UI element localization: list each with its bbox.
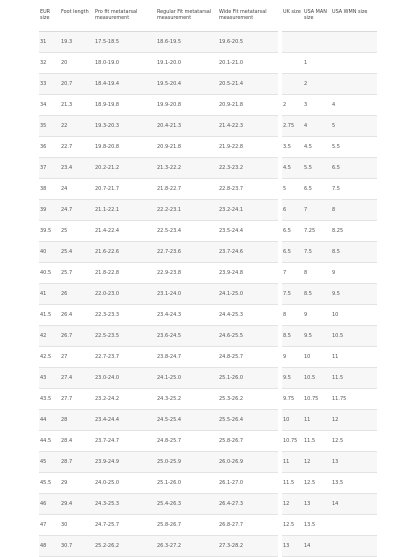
table-cell: 7 [303, 200, 331, 221]
table-cell: 12 [282, 494, 303, 515]
table-cell [331, 74, 377, 95]
table-cell: 31 [39, 32, 60, 53]
table-cell: 22.3-23.2 [218, 158, 278, 179]
table-row [282, 242, 377, 263]
table-cell: 22.3-23.3 [94, 305, 156, 326]
table-row [39, 473, 278, 494]
table-cell: 38 [39, 179, 60, 200]
table-row [282, 536, 377, 557]
table-row [39, 515, 278, 536]
table-cell: 44 [39, 410, 60, 431]
table-cell: 22.8-23.7 [218, 179, 278, 200]
table-cell: 3.5 [282, 137, 303, 158]
table-cell: 24.8-25.7 [156, 431, 218, 452]
table-cell: 13 [282, 536, 303, 557]
table-cell: 39.5 [39, 221, 60, 242]
table-cell: 8.5 [282, 326, 303, 347]
table-cell: 24.6-25.5 [218, 326, 278, 347]
table-row [282, 32, 377, 53]
table-cell: 21.6-22.6 [94, 242, 156, 263]
table-cell: 12.5 [282, 515, 303, 536]
table-row [39, 305, 278, 326]
table-cell: 26.8-27.7 [218, 515, 278, 536]
table-cell: 8.25 [331, 221, 377, 242]
table-cell: 24.0-25.0 [94, 473, 156, 494]
table-cell: 8.5 [303, 284, 331, 305]
table-row [39, 347, 278, 368]
table-cell: 25 [60, 221, 94, 242]
table-row [282, 452, 377, 473]
table-cell: 23.2-24.1 [218, 200, 278, 221]
table-cell: 10.5 [331, 326, 377, 347]
table-cell: 18.4-19.4 [94, 74, 156, 95]
table-cell: 25.4-26.3 [156, 494, 218, 515]
table-cell [331, 515, 377, 536]
table-cell: 5 [282, 179, 303, 200]
table-row [39, 431, 278, 452]
table-cell: 12.5 [303, 473, 331, 494]
table-cell: 9 [282, 347, 303, 368]
table-cell: 22.5-23.4 [156, 221, 218, 242]
table-row [282, 515, 377, 536]
table-cell: 26.4-27.3 [218, 494, 278, 515]
table-cell: 17.5-18.5 [94, 32, 156, 53]
uk-us-size-table [282, 5, 377, 557]
table-cell: 26.4 [60, 305, 94, 326]
column-header-label: EUR size [40, 9, 51, 21]
table-cell: 20.7 [60, 74, 94, 95]
table-cell: 9.75 [282, 389, 303, 410]
table-cell: 21.4-22.3 [218, 116, 278, 137]
table-cell: 22.7 [60, 137, 94, 158]
table-cell: 6.5 [282, 242, 303, 263]
table-cell: 46 [39, 494, 60, 515]
table-cell: 39 [39, 200, 60, 221]
table-cell: 11.5 [282, 473, 303, 494]
table-cell: 41.5 [39, 305, 60, 326]
table-cell: 18.0-19.0 [94, 53, 156, 74]
table-cell: 25.3-26.2 [218, 389, 278, 410]
table-row [282, 200, 377, 221]
table-cell: 20 [60, 53, 94, 74]
table-cell: 14 [303, 536, 331, 557]
table-cell: 42 [39, 326, 60, 347]
table-cell: 28 [60, 410, 94, 431]
table-cell: 8 [282, 305, 303, 326]
table-cell: 10 [282, 410, 303, 431]
table-row [39, 179, 278, 200]
table-cell: 27.7 [60, 389, 94, 410]
table-cell: 10.75 [282, 431, 303, 452]
table-cell: 20.1-21.0 [218, 53, 278, 74]
table-cell: 20.9-21.8 [156, 137, 218, 158]
table-cell: 20.2-21.2 [94, 158, 156, 179]
table-cell: 11 [303, 410, 331, 431]
table-cell: 36 [39, 137, 60, 158]
table-cell: 22.5-23.5 [94, 326, 156, 347]
table-row [282, 158, 377, 179]
table-cell: 22.7-23.7 [94, 347, 156, 368]
table-cell: 43.5 [39, 389, 60, 410]
table-cell: 1 [303, 53, 331, 74]
table-cell: 25.4 [60, 242, 94, 263]
table-cell: 5.5 [303, 158, 331, 179]
table-cell: 26.7 [60, 326, 94, 347]
table-cell: 7.5 [331, 179, 377, 200]
table-row [282, 326, 377, 347]
column-header [60, 5, 94, 32]
table-cell: 30.7 [60, 536, 94, 557]
table-cell: 45.5 [39, 473, 60, 494]
table-cell: 22.2-23.1 [156, 200, 218, 221]
table-cell: 25.8-26.7 [156, 515, 218, 536]
table-cell: 13 [331, 452, 377, 473]
table-cell: 20.7-21.7 [94, 179, 156, 200]
table-row [282, 431, 377, 452]
table-cell: 8 [331, 200, 377, 221]
table-cell: 27.4 [60, 368, 94, 389]
table-cell: 26.0-26.9 [218, 452, 278, 473]
table-row [282, 53, 377, 74]
table-row [282, 305, 377, 326]
table-cell: 24.5-25.4 [156, 410, 218, 431]
table-cell: 20.4-21.3 [156, 116, 218, 137]
uk-us-size-header [282, 5, 377, 32]
table-cell: 23.7-24.7 [94, 431, 156, 452]
table-cell: 32 [39, 53, 60, 74]
table-cell: 21.3 [60, 95, 94, 116]
table-cell: 18.6-19.5 [156, 32, 218, 53]
table-cell: 48 [39, 536, 60, 557]
table-cell: 23.4-24.3 [156, 305, 218, 326]
table-cell: 7.5 [303, 242, 331, 263]
table-cell: 21.9-22.8 [218, 137, 278, 158]
table-cell: 6.5 [303, 179, 331, 200]
table-cell: 19.1-20.0 [156, 53, 218, 74]
table-cell: 24.8-25.7 [218, 347, 278, 368]
table-cell: 10 [331, 305, 377, 326]
table-row [282, 389, 377, 410]
table-cell: 25.1-26.0 [156, 473, 218, 494]
table-cell: 9 [331, 263, 377, 284]
table-cell: 20.9-21.8 [218, 95, 278, 116]
column-header [218, 5, 278, 32]
table-cell: 23.6-24.5 [156, 326, 218, 347]
uk-us-size-body [282, 32, 377, 557]
table-row [282, 473, 377, 494]
table-cell: 4.5 [303, 137, 331, 158]
table-cell: 10 [303, 347, 331, 368]
table-cell: 7 [282, 263, 303, 284]
table-cell: 26.1-27.0 [218, 473, 278, 494]
table-row [39, 494, 278, 515]
table-row [39, 74, 278, 95]
table-cell: 12 [303, 452, 331, 473]
table-cell: 43 [39, 368, 60, 389]
table-cell: 24.7-25.7 [94, 515, 156, 536]
table-cell: 24 [60, 179, 94, 200]
table-cell: 10.75 [303, 389, 331, 410]
table-cell: 9.5 [303, 326, 331, 347]
table-cell: 40 [39, 242, 60, 263]
table-cell: 24.1-25.0 [156, 368, 218, 389]
table-row [39, 452, 278, 473]
table-cell: 23.4-24.4 [94, 410, 156, 431]
table-cell: 23.9-24.9 [94, 452, 156, 473]
table-cell: 24.3-25.3 [94, 494, 156, 515]
table-cell: 4 [303, 116, 331, 137]
table-cell: 24.7 [60, 200, 94, 221]
table-cell: 19.9-20.8 [156, 95, 218, 116]
table-cell [331, 536, 377, 557]
table-cell: 19.3 [60, 32, 94, 53]
table-cell: 19.5-20.4 [156, 74, 218, 95]
table-row [39, 221, 278, 242]
column-header [39, 5, 60, 32]
table-cell: 41 [39, 284, 60, 305]
table-row [282, 284, 377, 305]
table-row [39, 536, 278, 557]
table-cell [282, 53, 303, 74]
table-cell: 21.1-22.1 [94, 200, 156, 221]
table-cell: 22 [60, 116, 94, 137]
table-cell: 6 [282, 200, 303, 221]
table-row [39, 137, 278, 158]
table-cell: 34 [39, 95, 60, 116]
table-cell: 8.5 [331, 242, 377, 263]
table-cell: 21.4-22.4 [94, 221, 156, 242]
table-cell: 2 [282, 95, 303, 116]
table-cell: 6.5 [282, 221, 303, 242]
column-header-label: UK size [283, 9, 301, 15]
table-cell: 11 [282, 452, 303, 473]
column-header-label: Wide Fit metatarsal measurement [219, 9, 267, 21]
table-row [282, 95, 377, 116]
table-row [282, 221, 377, 242]
table-cell: 10.5 [303, 368, 331, 389]
table-row [39, 200, 278, 221]
table-row [39, 284, 278, 305]
table-cell: 14 [331, 494, 377, 515]
table-cell: 25.8-26.7 [218, 431, 278, 452]
table-cell: 19.6-20.5 [218, 32, 278, 53]
table-cell: 2 [303, 74, 331, 95]
table-cell: 9.5 [331, 284, 377, 305]
table-cell: 42.5 [39, 347, 60, 368]
table-cell: 28.4 [60, 431, 94, 452]
table-cell [303, 32, 331, 53]
table-cell: 25.0-25.9 [156, 452, 218, 473]
table-cell: 25.2-26.2 [94, 536, 156, 557]
table-cell: 23.2-24.2 [94, 389, 156, 410]
table-cell: 37 [39, 158, 60, 179]
table-cell: 5.5 [331, 137, 377, 158]
table-cell: 18.9-19.8 [94, 95, 156, 116]
table-cell: 24.3-25.2 [156, 389, 218, 410]
table-cell [331, 32, 377, 53]
table-cell: 25.1-26.0 [218, 368, 278, 389]
table-cell [331, 53, 377, 74]
table-cell: 29 [60, 473, 94, 494]
size-chart-table [39, 5, 278, 557]
table-row [39, 368, 278, 389]
table-cell: 11 [331, 347, 377, 368]
table-cell: 8 [303, 263, 331, 284]
table-cell: 45 [39, 452, 60, 473]
table-cell: 4.5 [282, 158, 303, 179]
column-header [303, 5, 331, 32]
table-cell [282, 74, 303, 95]
table-cell: 40.5 [39, 263, 60, 284]
table-cell: 23.1-24.0 [156, 284, 218, 305]
table-cell: 28.7 [60, 452, 94, 473]
column-header [94, 5, 156, 32]
table-cell: 25.5-26.4 [218, 410, 278, 431]
column-header-label: Foot length [61, 9, 89, 15]
table-cell: 13 [303, 494, 331, 515]
table-row [39, 53, 278, 74]
table-cell: 22.9-23.8 [156, 263, 218, 284]
table-row [282, 74, 377, 95]
table-cell: 21.8-22.8 [94, 263, 156, 284]
table-row [282, 410, 377, 431]
table-row [282, 179, 377, 200]
table-cell: 21.3-22.2 [156, 158, 218, 179]
table-cell: 6.5 [331, 158, 377, 179]
table-cell: 22.0-23.0 [94, 284, 156, 305]
table-cell: 25.7 [60, 263, 94, 284]
table-cell: 11.5 [303, 431, 331, 452]
table-row [39, 158, 278, 179]
table-cell: 23.0-24.0 [94, 368, 156, 389]
table-row [39, 263, 278, 284]
column-header-label: Regular Fit metatarsal measurement [157, 9, 212, 21]
table-row [39, 116, 278, 137]
table-cell: 4 [331, 95, 377, 116]
table-cell: 13.5 [303, 515, 331, 536]
size-chart-body [39, 32, 278, 557]
table-cell: 9 [303, 305, 331, 326]
table-cell: 23.9-24.8 [218, 263, 278, 284]
table-cell: 13.5 [331, 473, 377, 494]
table-cell: 12 [331, 410, 377, 431]
table-cell: 24.4-25.3 [218, 305, 278, 326]
table-cell: 23.4 [60, 158, 94, 179]
table-cell: 2.75 [282, 116, 303, 137]
table-cell: 23.8-24.7 [156, 347, 218, 368]
column-header-label: Pro fit metatarsal measurement [95, 9, 138, 21]
table-row [39, 242, 278, 263]
table-row [39, 410, 278, 431]
table-cell: 19.8-20.8 [94, 137, 156, 158]
table-cell: 7.25 [303, 221, 331, 242]
table-cell: 11.5 [331, 368, 377, 389]
table-cell: 23.7-24.6 [218, 242, 278, 263]
table-row [39, 95, 278, 116]
table-cell: 35 [39, 116, 60, 137]
table-row [282, 137, 377, 158]
table-cell: 9.5 [282, 368, 303, 389]
table-row [282, 116, 377, 137]
size-chart-header [39, 5, 278, 32]
table-cell: 30 [60, 515, 94, 536]
column-header [156, 5, 218, 32]
table-cell: 44.5 [39, 431, 60, 452]
table-cell: 26.3-27.2 [156, 536, 218, 557]
table-cell: 19.3-20.3 [94, 116, 156, 137]
table-cell: 20.5-21.4 [218, 74, 278, 95]
column-header [331, 5, 377, 32]
table-row [282, 263, 377, 284]
table-cell: 24.1-25.0 [218, 284, 278, 305]
column-header-label: USA MAN size [304, 9, 327, 21]
table-cell: 3 [303, 95, 331, 116]
table-cell: 29.4 [60, 494, 94, 515]
table-cell: 27 [60, 347, 94, 368]
table-cell: 7.5 [282, 284, 303, 305]
table-row [282, 494, 377, 515]
table-row [39, 326, 278, 347]
table-cell: 5 [331, 116, 377, 137]
table-cell [282, 32, 303, 53]
table-cell: 47 [39, 515, 60, 536]
table-row [39, 389, 278, 410]
table-cell: 26 [60, 284, 94, 305]
table-cell: 11.75 [331, 389, 377, 410]
table-cell: 22.7-23.6 [156, 242, 218, 263]
table-cell: 23.5-24.4 [218, 221, 278, 242]
table-cell: 21.8-22.7 [156, 179, 218, 200]
column-header [282, 5, 303, 32]
table-cell: 12.5 [331, 431, 377, 452]
table-cell: 33 [39, 74, 60, 95]
table-row [39, 32, 278, 53]
table-cell: 27.3-28.2 [218, 536, 278, 557]
table-row [282, 368, 377, 389]
column-header-label: USA WMN size [332, 9, 368, 15]
table-row [282, 347, 377, 368]
